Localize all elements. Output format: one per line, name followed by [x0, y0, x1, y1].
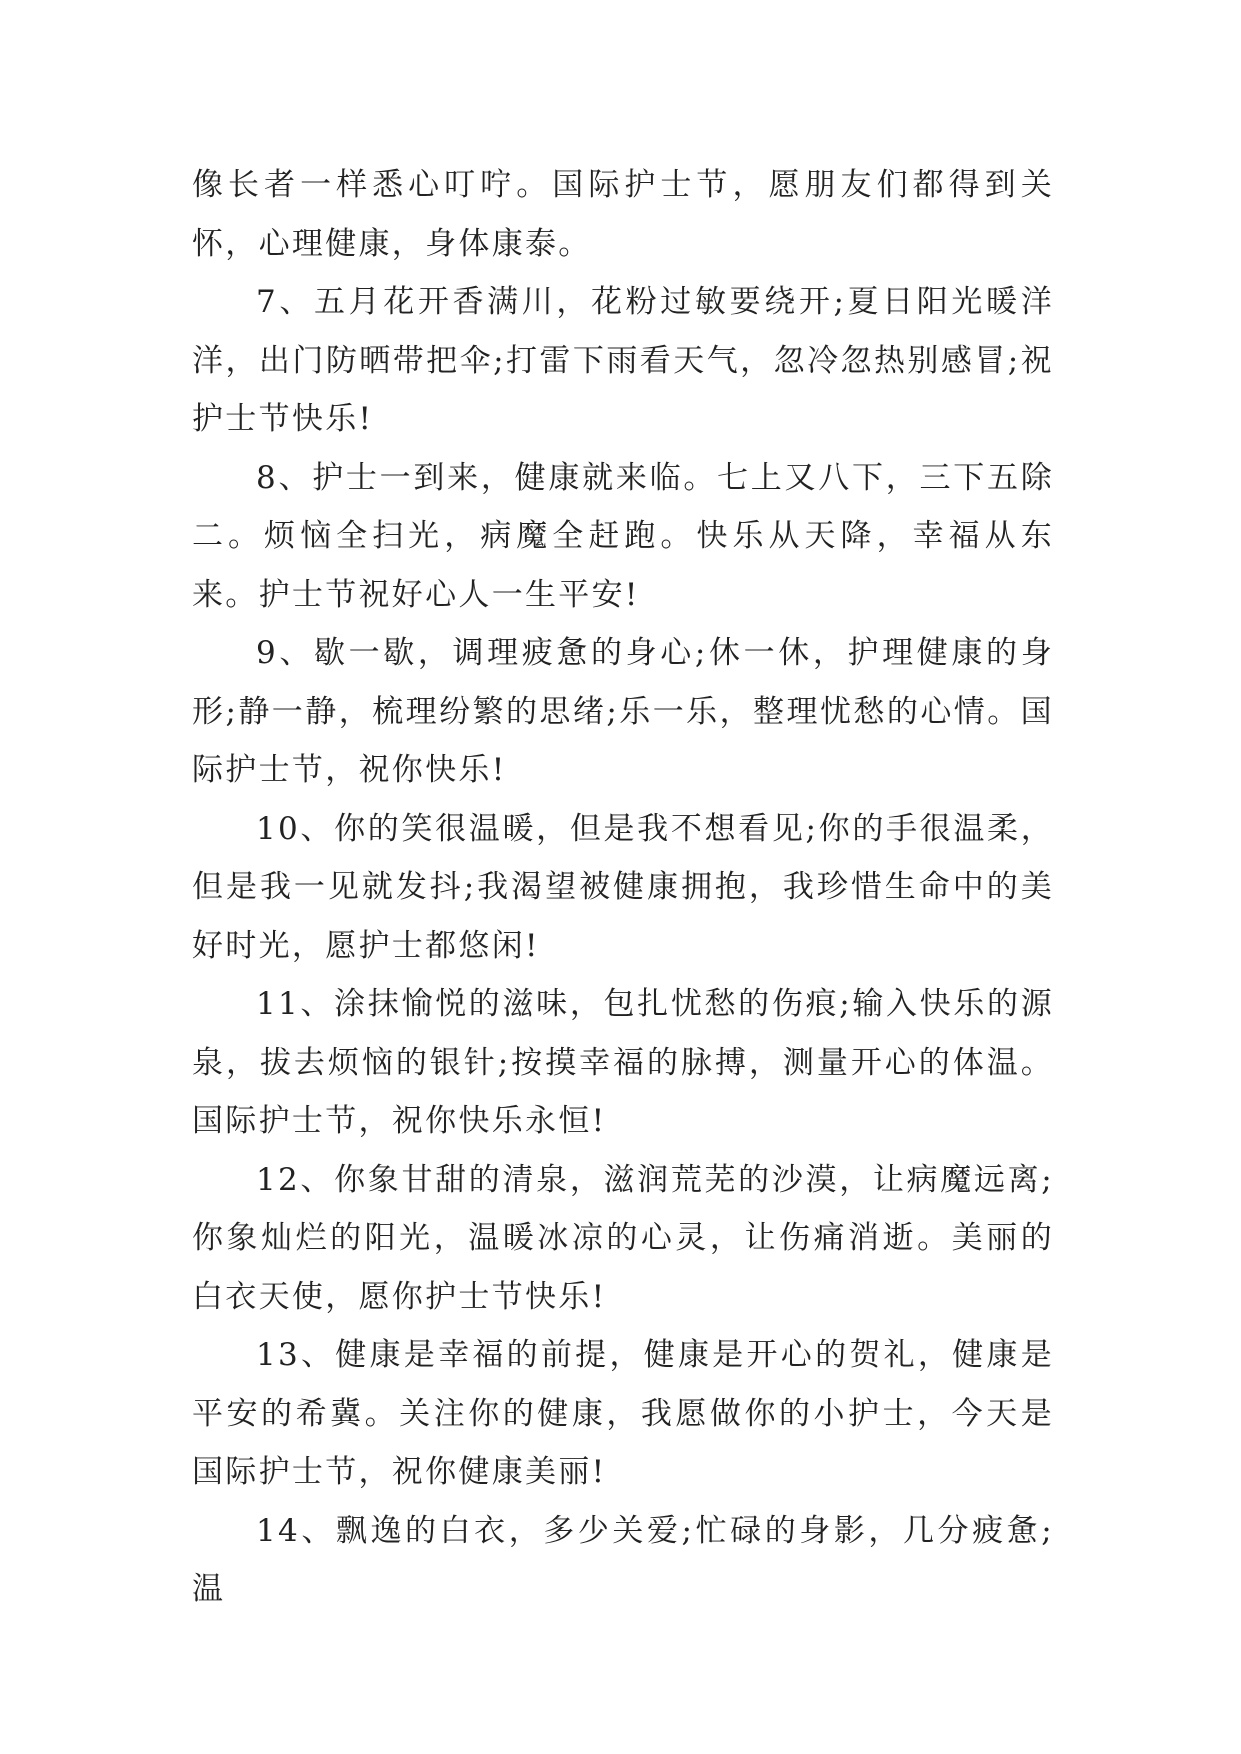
paragraph-10: 10、你的笑很温暖，但是我不想看见;你的手很温柔，但是我一见就发抖;我渴望被健康拥抱，我珍惜生命中的美好时光，愿护士都悠闲!: [192, 810, 1054, 964]
paragraph-12: 12、你象甘甜的清泉，滋润荒芜的沙漠，让病魔远离;你象灿烂的阳光，温暖冰凉的心灵，让伤痛消逝。美丽的白衣天使，愿你护士节快乐!: [192, 1161, 1054, 1315]
paragraph-9: 9、歇一歇，调理疲惫的身心;休一休，护理健康的身形;静一静，梳理纷繁的思绪;乐一乐，整理忧愁的心情。国际护士节，祝你快乐!: [192, 635, 1054, 788]
text-body: [192, 156, 1054, 1619]
paragraph-8: 8、护士一到来，健康就来临。七上又八下，三下五除二。烦恼全扫光，病魔全赶跑。快乐从天降，幸福从东来。护士节祝好心人一生平安!: [192, 459, 1054, 613]
paragraph-11: 11、涂抹愉悦的滋味，包扎忧愁的伤痕;输入快乐的源泉，拔去烦恼的银针;按摸幸福的脉搏，测量开心的体温。国际护士节，祝你快乐永恒!: [192, 986, 1054, 1139]
paragraph-14: 14、飘逸的白衣，多少关爱;忙碌的身影，几分疲惫;温: [192, 1512, 1054, 1607]
paragraph-continuation: 像长者一样悉心叮咛。国际护士节，愿朋友们都得到关怀，心理健康，身体康泰。: [192, 167, 1054, 262]
paragraph-7: 7、五月花开香满川，花粉过敏要绕开;夏日阳光暖洋洋，出门防晒带把伞;打雷下雨看天气，忽冷忽热别感冒;祝护士节快乐!: [192, 284, 1054, 437]
paragraph-13: 13、健康是幸福的前提，健康是开心的贺礼，健康是平安的希冀。关注你的健康，我愿做你的小护士，今天是国际护士节，祝你健康美丽!: [192, 1337, 1054, 1490]
